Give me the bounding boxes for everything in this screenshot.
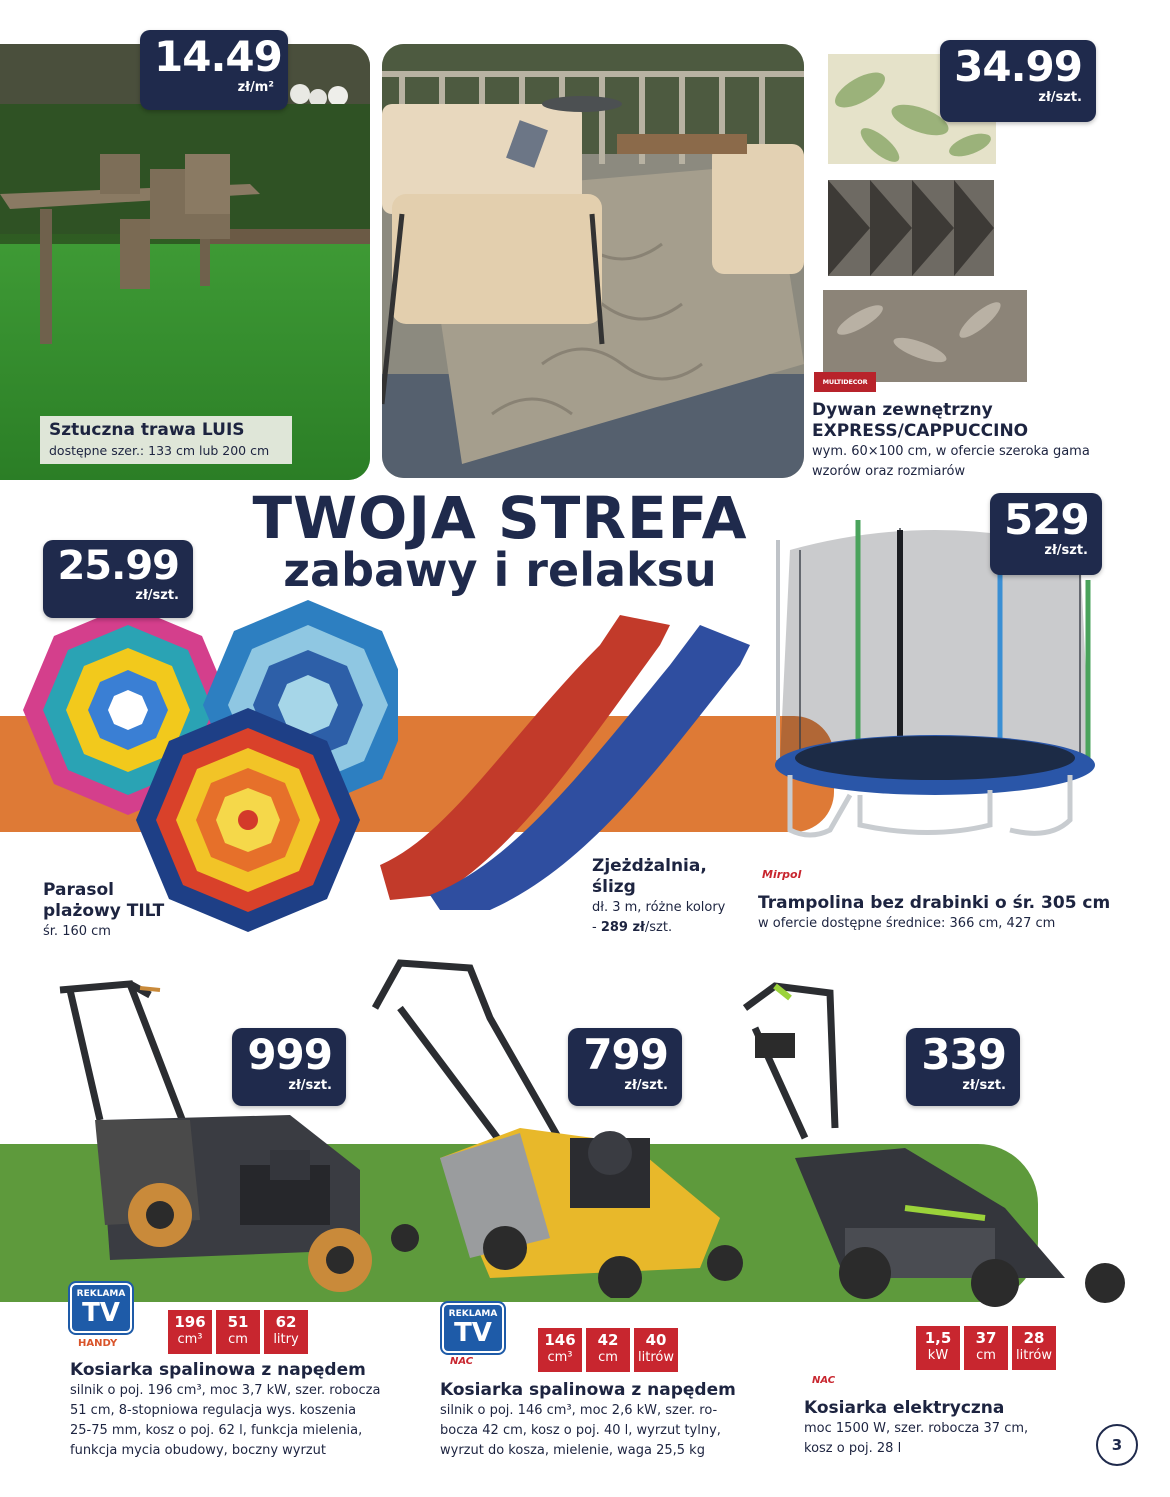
mower-3-spec-power <box>916 1326 960 1370</box>
mower-2-price-tag <box>568 1028 682 1106</box>
spec-value: 40 <box>645 1331 667 1349</box>
page-number-value: 3 <box>1111 1436 1123 1454</box>
mower-1-desc-2: 51 cm, 8-stopniowa regulacja wys. koszenia <box>70 1403 357 1418</box>
mower-1-brand: HANDY <box>78 1338 118 1349</box>
spec-unit: kW <box>927 1348 949 1363</box>
umbrella-title-1: Parasol <box>43 880 114 900</box>
mower-2-desc-2: bocza 42 cm, kosz o poj. 40 l, wyrzut tylny, <box>440 1423 721 1438</box>
mower-1-price-tag <box>232 1028 346 1106</box>
mower-2-spec-width <box>586 1328 630 1372</box>
slide-desc-1: dł. 3 m, różne kolory <box>592 900 726 915</box>
slide-desc-2-prefix: - <box>592 920 601 935</box>
mower-1-desc-4: funkcja mycia obudowy, boczny wyrzut <box>70 1443 326 1458</box>
mower-1-desc-1: silnik o poj. 196 cm³, moc 3,7 kW, szer. robocza <box>70 1383 381 1398</box>
trampoline-text <box>758 893 1158 934</box>
mower-2-desc-3: wyrzut do kosza, mielenie, waga 25,5 kg <box>440 1443 705 1458</box>
mower-1-desc-3: 25-75 mm, kosz o poj. 62 l, funkcja mielenia, <box>70 1423 363 1438</box>
rug-title-1: Dywan zewnętrzny <box>812 400 993 420</box>
mower-1-price: 999 <box>247 1030 332 1079</box>
spec-unit: cm <box>976 1348 996 1363</box>
rug-desc-2: wzorów oraz rozmiarów <box>812 464 966 479</box>
slide-title-1: Zjeżdżalnia, <box>592 856 707 876</box>
section-heading <box>200 486 800 596</box>
mower-3-title: Kosiarka elektryczna <box>804 1398 1005 1418</box>
mower-2-image <box>370 958 750 1298</box>
trampoline-title: Trampolina bez drabinki o śr. 305 cm <box>758 893 1111 913</box>
spec-value: 146 <box>544 1331 576 1349</box>
mower-2-tv-badge <box>442 1303 504 1353</box>
mower-2-spec-basket <box>634 1328 678 1372</box>
spec-value: 37 <box>975 1329 997 1347</box>
spec-value: 1,5 <box>924 1329 952 1347</box>
trampoline-price: 529 <box>1004 495 1089 544</box>
mower-3-text <box>804 1398 1084 1459</box>
umbrella-text <box>43 880 173 942</box>
patio-rug-photo <box>382 44 804 478</box>
mower-1-specs <box>168 1310 308 1354</box>
spec-unit: litry <box>273 1332 299 1347</box>
mower-3-desc-1: moc 1500 W, szer. robocza 37 cm, <box>804 1421 1029 1436</box>
rug-price: 34.99 <box>954 42 1082 91</box>
mower-2-specs <box>538 1328 678 1372</box>
rug-brand-logo <box>814 372 876 392</box>
umbrella-price: 25.99 <box>57 543 179 589</box>
mower-2-desc-1: silnik o poj. 146 cm³, moc 2,6 kW, szer. ro- <box>440 1403 718 1418</box>
umbrella-price-unit: zł/szt. <box>135 588 179 603</box>
mower-3-price-tag <box>906 1028 1020 1106</box>
mower-2-brand: NAC <box>450 1356 474 1367</box>
spec-unit: litrów <box>1016 1348 1052 1363</box>
spec-value: 28 <box>1023 1329 1045 1347</box>
grass-price: 14.49 <box>154 32 282 81</box>
umbrella-title-2: plażowy TILT <box>43 901 165 921</box>
trampoline-brand-logo <box>762 868 801 881</box>
trampoline-desc: w ofercie dostępne średnice: 366 cm, 427 cm <box>758 916 1056 931</box>
grass-price-tag <box>140 30 288 110</box>
mower-1-text <box>70 1360 410 1461</box>
mower-1-title: Kosiarka spalinowa z napędem <box>70 1360 366 1380</box>
grass-label <box>40 416 292 464</box>
mower-1-price-unit: zł/szt. <box>288 1078 332 1093</box>
slide-title-2: ślizg <box>592 877 636 897</box>
slide-price-suffix: /szt. <box>644 920 673 935</box>
mower-1-tv-label: REKLAMA <box>76 1289 126 1299</box>
spec-unit: litrów <box>638 1350 674 1365</box>
spec-value: 62 <box>275 1313 297 1331</box>
slide-desc-2 <box>592 918 762 938</box>
mower-2-brand-logo <box>450 1356 473 1367</box>
slide-text <box>592 856 762 938</box>
mower-3-spec-basket <box>1012 1326 1056 1370</box>
mower-1-spec-capacity <box>168 1310 212 1354</box>
rug-text <box>812 400 1162 482</box>
spec-value: 51 <box>227 1313 249 1331</box>
mower-3-price-unit: zł/szt. <box>962 1078 1006 1093</box>
grass-desc: dostępne szer.: 133 cm lub 200 cm <box>49 443 270 458</box>
spec-unit: cm <box>598 1350 618 1365</box>
mower-3-spec-width <box>964 1326 1008 1370</box>
slide-price: 289 zł <box>600 920 645 935</box>
spec-unit: cm³ <box>177 1332 203 1347</box>
spec-unit: cm³ <box>547 1350 573 1365</box>
spec-value: 42 <box>597 1331 619 1349</box>
mower-1-spec-basket <box>264 1310 308 1354</box>
mower-2-tv-text: TV <box>454 1318 492 1348</box>
mower-2-tv-label: REKLAMA <box>448 1309 498 1319</box>
rug-price-unit: zł/szt. <box>1038 90 1082 105</box>
spec-value: 196 <box>174 1313 206 1331</box>
rug-price-tag <box>940 40 1096 122</box>
mower-1-spec-width <box>216 1310 260 1354</box>
rug-title-2: EXPRESS/CAPPUCCINO <box>812 421 1029 441</box>
umbrella-desc: śr. 160 cm <box>43 924 111 939</box>
mower-2-title: Kosiarka spalinowa z napędem <box>440 1380 736 1400</box>
spec-unit: cm <box>228 1332 248 1347</box>
mower-1-tv-text: TV <box>82 1298 120 1328</box>
grass-title: Sztuczna trawa LUIS <box>49 420 245 440</box>
mower-3-brand: NAC <box>812 1375 836 1386</box>
mower-2-text <box>440 1380 780 1461</box>
mower-3-brand-logo <box>812 1375 835 1386</box>
mower-2-price-unit: zł/szt. <box>624 1078 668 1093</box>
mower-1-tv-badge <box>70 1283 132 1333</box>
mower-3-specs <box>916 1326 1056 1370</box>
rug-brand: MULTIDECOR <box>822 378 868 386</box>
trampoline-brand: Mirpol <box>762 868 802 881</box>
trampoline-price-tag <box>990 493 1102 575</box>
mower-1-brand-logo <box>78 1338 117 1349</box>
mower-1-image <box>40 970 420 1300</box>
mower-3-price: 339 <box>921 1030 1006 1079</box>
umbrella-price-tag <box>43 540 193 618</box>
rug-desc-1: wym. 60×100 cm, w ofercie szeroka gama <box>812 444 1090 459</box>
trampoline-price-unit: zł/szt. <box>1044 543 1088 558</box>
page-number <box>1096 1424 1138 1466</box>
mower-3-desc-2: kosz o poj. 28 l <box>804 1441 902 1456</box>
heading-line-1: TWOJA STREFA <box>252 484 748 552</box>
heading-line-2: zabawy i relaksu <box>283 543 717 597</box>
mower-2-spec-capacity <box>538 1328 582 1372</box>
grass-price-unit: zł/m² <box>237 80 274 95</box>
mower-2-price: 799 <box>583 1030 668 1079</box>
